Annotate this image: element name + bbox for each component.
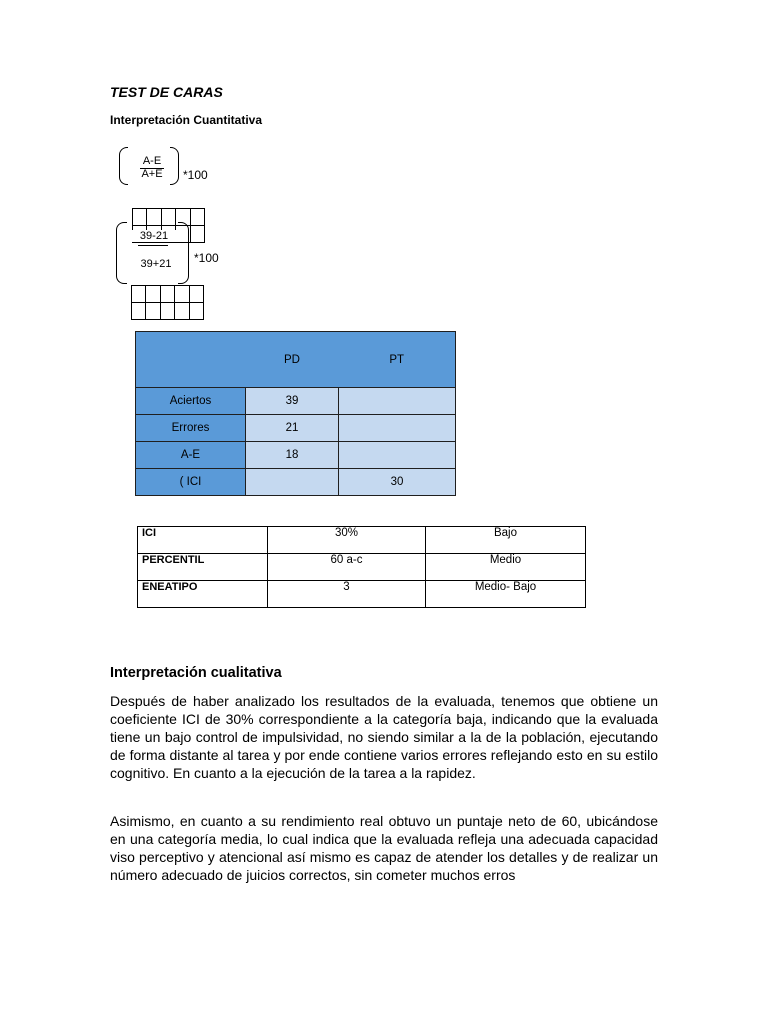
- row-value: 3: [268, 581, 426, 608]
- result-table: [137, 526, 586, 608]
- table-row: [138, 554, 586, 581]
- left-paren: [119, 147, 128, 185]
- table-row: [136, 469, 456, 496]
- table-row: [136, 415, 456, 442]
- grid-box-bottom: [131, 285, 204, 320]
- row-label: ICI: [138, 527, 268, 554]
- table-row: [136, 442, 456, 469]
- row-pt: [339, 442, 456, 469]
- row-label: ( ICI: [136, 469, 246, 496]
- row-pt: 30: [339, 469, 456, 496]
- row-pt: [339, 388, 456, 415]
- row-pd: 18: [246, 442, 339, 469]
- row-label: Errores: [136, 415, 246, 442]
- document-title: TEST DE CARAS: [110, 84, 223, 100]
- row-category: Medio: [426, 554, 586, 581]
- table-header-row: [136, 332, 456, 388]
- row-value: 60 a-c: [268, 554, 426, 581]
- row-pd: 39: [246, 388, 339, 415]
- paragraph: Asimismo, en cuanto a su rendimiento real obtuvo un puntaje neto de 60, ubicándose en una categoría media, lo cual indica que la evaluada refleja una adecuada capacidad viso perceptivo y atencional así mismo es capaz de atender los detalles y de realizar un número adecuado de juicios correctos, sin cometer muchos erros: [110, 813, 658, 883]
- formula-numerator: A-E: [142, 155, 162, 167]
- score-table: [135, 331, 456, 496]
- row-label: A-E: [136, 442, 246, 469]
- row-category: Medio- Bajo: [426, 581, 586, 608]
- row-label: ENEATIPO: [138, 581, 268, 608]
- qualitative-heading: Interpretación cualitativa: [110, 665, 282, 681]
- table-row: [138, 581, 586, 608]
- formula-denominator: 39+21: [140, 258, 172, 270]
- header-cell: [136, 332, 246, 388]
- section-subtitle: Interpretación Cuantitativa: [110, 113, 263, 127]
- header-cell-pt: PT: [339, 332, 456, 388]
- formula-numerator: 39-21: [130, 230, 178, 242]
- fraction-line: [138, 245, 168, 246]
- paragraph: Después de haber analizado los resultados de la evaluada, tenemos que obtiene un coeficiente ICI de 30% correspondiente a la categoría baja, indicando que la evaluada tiene un bajo control de impulsividad, no siendo similar a la de la población, ejecutando de forma distante al tarea y por ende contiene varios errores reflejando esto en su estilo cognitivo. En cuanto a la ejecución de la tarea a la rapidez.: [110, 693, 658, 781]
- formula-multiplier: *100: [194, 251, 219, 265]
- row-category: Bajo: [426, 527, 586, 554]
- left-paren: [116, 222, 127, 284]
- row-label: Aciertos: [136, 388, 246, 415]
- row-pd: [246, 469, 339, 496]
- row-pt: [339, 415, 456, 442]
- header-cell-pd: PD: [246, 332, 339, 388]
- table-row: [138, 527, 586, 554]
- formula-denominator: A+E: [141, 168, 163, 180]
- row-label: PERCENTIL: [138, 554, 268, 581]
- right-paren: [178, 222, 189, 284]
- formula-multiplier: *100: [183, 168, 208, 182]
- row-pd: 21: [246, 415, 339, 442]
- row-value: 30%: [268, 527, 426, 554]
- right-paren: [170, 147, 179, 185]
- table-row: [136, 388, 456, 415]
